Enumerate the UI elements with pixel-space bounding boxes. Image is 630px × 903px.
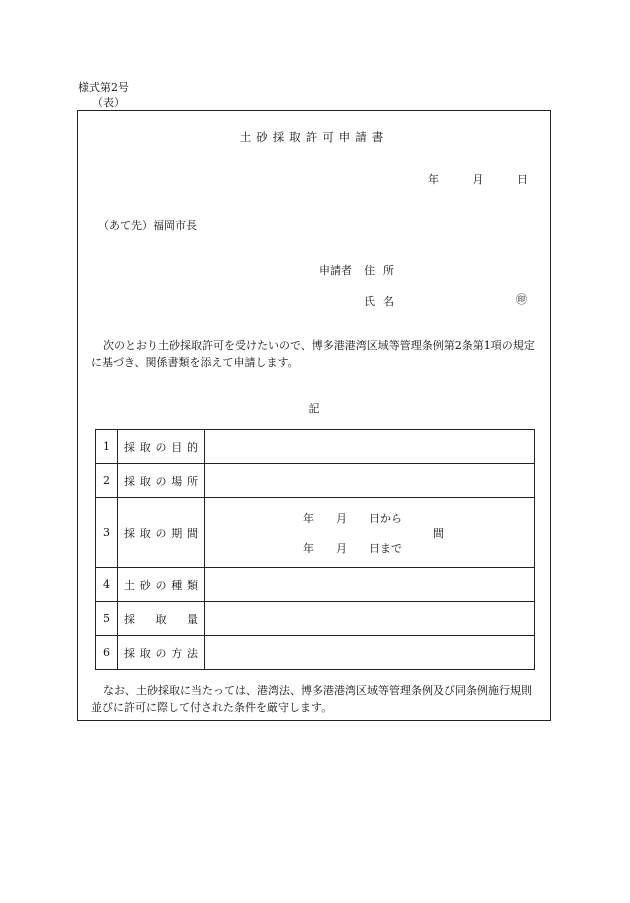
address-label: 住所 xyxy=(364,264,402,277)
compliance-note: なお、土砂採取に当たっては、港湾法、博多港港湾区域等管理条例及び同条例施行規則並びに許可に際して付された条件を厳守します。 xyxy=(91,684,532,714)
item-number: 4 xyxy=(96,568,118,602)
form-side: （表） xyxy=(92,96,125,109)
item-value-soil-type[interactable] xyxy=(205,568,535,602)
items-table xyxy=(95,429,535,670)
table-row xyxy=(96,464,535,498)
period-to: 年 月 日まで xyxy=(303,542,402,555)
item-label: 採 取 の 場 所 xyxy=(118,464,205,498)
name-label: 氏名 xyxy=(364,295,402,308)
item-value-purpose[interactable] xyxy=(205,430,535,464)
date-day: 日 xyxy=(517,173,528,186)
period-from: 年 月 日から xyxy=(303,512,402,525)
item-label: 土 砂 の 種 類 xyxy=(118,568,205,602)
item-label: 採 取 量 xyxy=(118,602,205,636)
table-row xyxy=(96,498,535,568)
body-text: 次のとおり土砂採取許可を受けたいので、博多港港湾区域等管理条例第2条第1項の規定に基づき、関係書類を添えて申請します。 xyxy=(91,339,535,369)
item-number: 5 xyxy=(96,602,118,636)
table-row xyxy=(96,430,535,464)
period-between: 間 xyxy=(433,527,444,540)
form-title: 土砂採取許可申請書 xyxy=(239,130,389,144)
item-value-period[interactable] xyxy=(205,498,535,568)
item-value-method[interactable] xyxy=(205,636,535,670)
ki-heading: 記 xyxy=(308,402,320,415)
item-number: 3 xyxy=(96,498,118,568)
item-value-quantity[interactable] xyxy=(205,602,535,636)
item-number: 6 xyxy=(96,636,118,670)
table-row xyxy=(96,602,535,636)
date-month: 月 xyxy=(472,173,484,186)
date-line xyxy=(428,171,528,187)
item-label: 採 取 の 方 法 xyxy=(118,636,205,670)
date-year: 年 xyxy=(428,173,439,186)
item-number: 2 xyxy=(96,464,118,498)
form-number: 様式第2号 xyxy=(78,81,129,94)
item-label: 採 取 の 目 的 xyxy=(118,430,205,464)
seal-mark: ㊞ xyxy=(516,293,527,306)
item-value-location[interactable] xyxy=(205,464,535,498)
application-form xyxy=(77,110,551,721)
item-number: 1 xyxy=(96,430,118,464)
item-label: 採 取 の 期 間 xyxy=(118,498,205,568)
table-row xyxy=(96,636,535,670)
table-row xyxy=(96,568,535,602)
applicant-label: 申請者 xyxy=(319,264,352,277)
addressee: （あて先）福岡市長 xyxy=(98,219,197,232)
